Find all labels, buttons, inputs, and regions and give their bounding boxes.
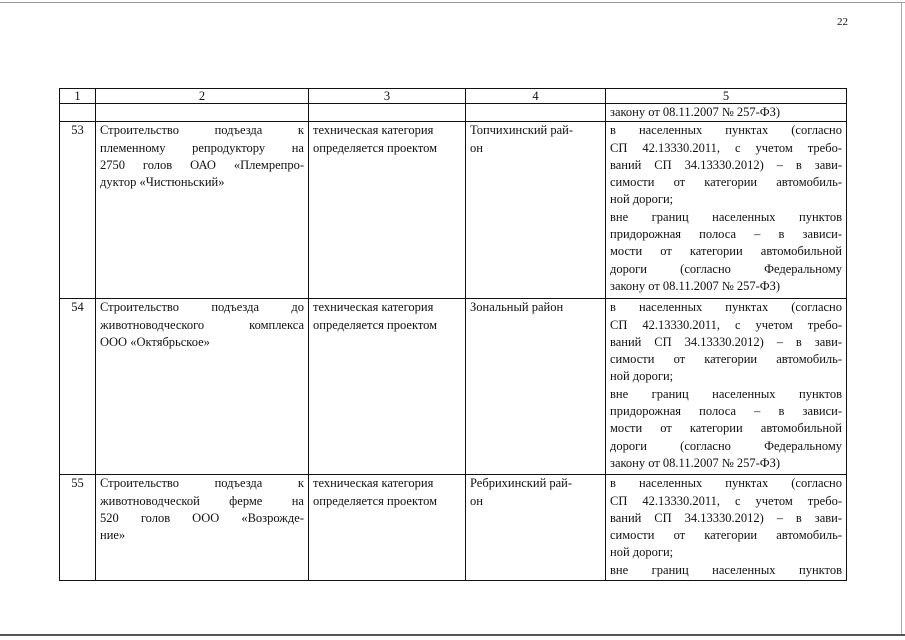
zone-cell — [606, 299, 847, 475]
zone-line: ваний СП 34.13330.2012) – в зави- — [610, 157, 842, 172]
zone-line: ной дороги; — [610, 192, 674, 207]
category-line: техническая категория — [313, 123, 434, 138]
row-number: 53 — [60, 122, 96, 299]
category-line: техническая категория — [313, 476, 434, 491]
zone-cell — [606, 122, 847, 299]
object-line: животноводческой ферме на — [100, 493, 304, 508]
zone-line: симости от категории автомобиль- — [610, 528, 842, 543]
header-col-4: 4 — [466, 89, 606, 104]
category-cell — [309, 122, 466, 299]
zone-line: ваний СП 34.13330.2012) – в зави- — [610, 510, 842, 525]
zone-line: вне границ населенных пунктов — [610, 386, 842, 401]
zone-line: придорожная полоса – в зависи- — [610, 404, 842, 419]
page-right-edge — [901, 2, 902, 636]
zone-line: дороги (согласно Федеральному — [610, 438, 842, 453]
table-row — [60, 299, 847, 475]
zone-line: в населенных пунктах (согласно — [610, 476, 842, 491]
page-top-edge — [0, 2, 905, 3]
object-line: 2750 голов ОАО «Племрепро- — [100, 157, 304, 172]
zone-line: в населенных пунктах (согласно — [610, 300, 842, 315]
object-line: Строительство подъезда к — [100, 476, 304, 491]
zone-line: СП 42.13330.2011, с учетом требо- — [610, 140, 842, 155]
district-line: он — [470, 140, 483, 155]
district-cell — [466, 475, 606, 581]
category-line: определяется проектом — [313, 317, 438, 332]
zone-line: ваний СП 34.13330.2012) – в зави- — [610, 334, 842, 349]
zone-line: придорожная полоса – в зависи- — [610, 227, 842, 242]
zone-line: закону от 08.11.2007 № 257-ФЗ) — [610, 455, 781, 470]
zone-line: мости от категории автомобильной — [610, 244, 842, 259]
category-line: техническая категория — [313, 300, 434, 315]
object-line: 520 голов ООО «Возрожде- — [100, 510, 304, 525]
header-col-3: 3 — [309, 89, 466, 104]
zone-line: вне границ населенных пунктов — [610, 562, 842, 577]
header-col-1: 1 — [60, 89, 96, 104]
district-line: Топчихинский рай- — [470, 123, 574, 138]
zone-line: закону от 08.11.2007 № 257-ФЗ) — [610, 278, 781, 293]
zone-line: дороги (согласно Федеральному — [610, 261, 842, 276]
continuation-row — [60, 104, 847, 122]
object-line: дуктор «Чистюньский» — [100, 175, 225, 190]
object-line: Строительство подъезда к — [100, 123, 304, 138]
object-line: ние» — [100, 528, 126, 543]
category-cell — [309, 299, 466, 475]
zone-line: симости от категории автомобиль- — [610, 352, 842, 367]
zone-line: вне границ населенных пунктов — [610, 209, 842, 224]
row-number: 54 — [60, 299, 96, 475]
district-line: он — [470, 493, 483, 508]
district-line: Зональный район — [470, 300, 564, 315]
continuation-zone-cell — [606, 104, 847, 122]
table-row — [60, 475, 847, 581]
object-cell — [96, 475, 309, 581]
page-number: 22 — [837, 16, 848, 28]
zone-line: мости от категории автомобильной — [610, 421, 842, 436]
object-line: Строительство подъезда до — [100, 300, 304, 315]
header-col-2: 2 — [96, 89, 309, 104]
zone-line: ной дороги; — [610, 369, 674, 384]
zone-line: СП 42.13330.2011, с учетом требо- — [610, 317, 842, 332]
category-line: определяется проектом — [313, 493, 438, 508]
zone-cell — [606, 475, 847, 581]
district-cell — [466, 299, 606, 475]
category-line: определяется проектом — [313, 140, 438, 155]
object-cell — [96, 299, 309, 475]
district-cell — [466, 122, 606, 299]
page-bottom-edge — [0, 634, 905, 636]
zone-line: в населенных пунктах (согласно — [610, 123, 842, 138]
zone-line: ной дороги; — [610, 545, 674, 560]
header-col-5: 5 — [606, 89, 847, 104]
row-number: 55 — [60, 475, 96, 581]
zone-line: симости от категории автомобиль- — [610, 175, 842, 190]
district-line: Ребрихинский рай- — [470, 476, 573, 491]
table-row — [60, 122, 847, 299]
category-cell — [309, 475, 466, 581]
zone-line: закону от 08.11.2007 № 257-ФЗ) — [610, 105, 781, 119]
object-line: животноводческого комплекса — [100, 317, 304, 332]
object-line: ООО «Октябрьское» — [100, 334, 210, 349]
table-header-row — [60, 89, 847, 104]
object-line: племенному репродуктору на — [100, 140, 304, 155]
object-cell — [96, 122, 309, 299]
zone-line: СП 42.13330.2011, с учетом требо- — [610, 493, 842, 508]
roads-table — [59, 88, 847, 581]
